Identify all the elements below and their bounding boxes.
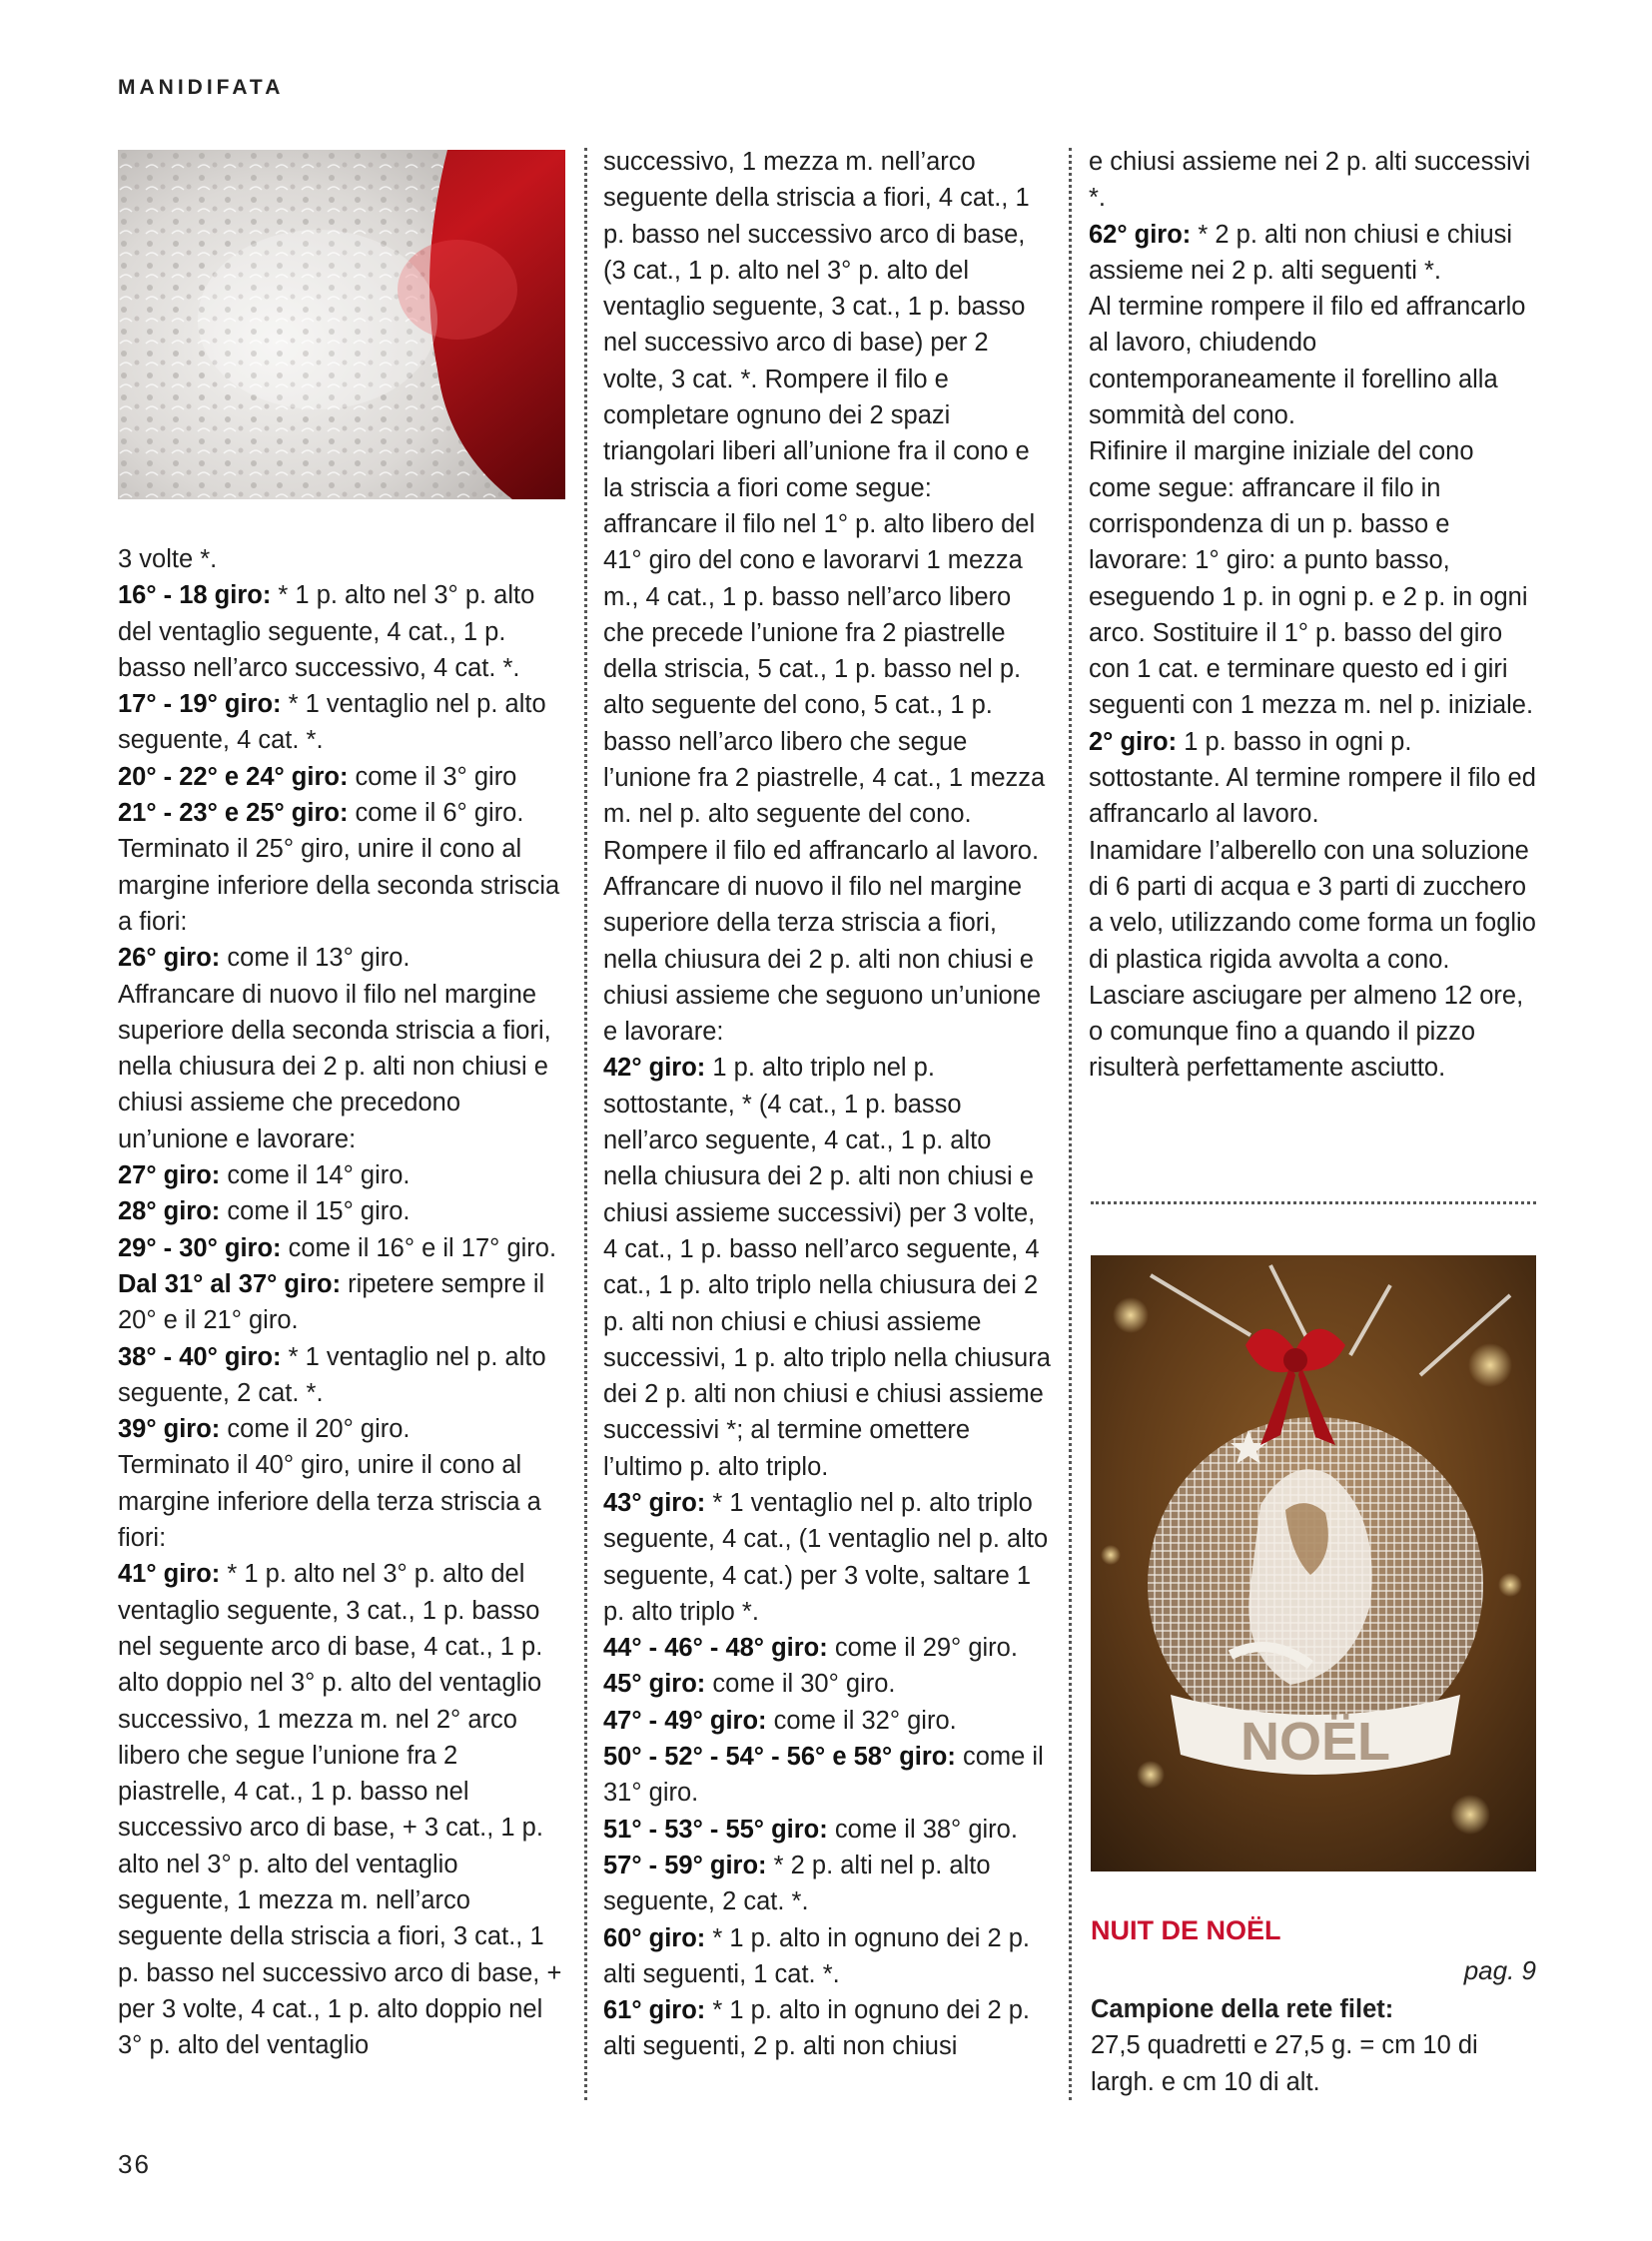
sample-label: Campione della rete filet: <box>1091 1995 1394 2023</box>
paragraph: 29° - 30° giro: come il 16° e il 17° giro. <box>118 1233 557 1262</box>
paragraph: 47° - 49° giro: come il 32° giro. <box>603 1706 957 1735</box>
paragraph: 3 volte *. <box>118 545 218 573</box>
paragraph: Terminato il 40° giro, unire il cono al margine inferiore della terza striscia a fiori: <box>118 1451 541 1553</box>
magazine-brand: MANIDIFATA <box>118 76 285 99</box>
noel-bauble-image <box>1091 1255 1536 1871</box>
paragraph: Rifinire il margine iniziale del cono come segue: affrancare il filo in corrispondenza di un p. basso e lavorare: 1° giro: a punto basso, eseguendo 1 p. in ogni p. e 2 p. in ogni arco. Sostituire il 1° p. basso del giro con 1 cat. e terminare questo ed i giri seguenti con 1 mezza m. nel p. iniziale. <box>1089 437 1534 720</box>
column-separator <box>1069 148 1072 2100</box>
paragraph: Affrancare di nuovo il filo nel margine superiore della seconda striscia a fiori, nella chiusura dei 2 p. alti non chiusi e chiusi assieme che precedono un’unione e lavorare: <box>118 980 551 1153</box>
section-page-ref: pag. 9 <box>1463 1955 1536 1985</box>
lace-cone-photo <box>118 150 565 499</box>
paragraph: 20° - 22° e 24° giro: come il 3° giro <box>118 762 517 791</box>
svg-text:NOËL: NOËL <box>1239 1712 1391 1772</box>
paragraph: Al termine rompere il filo ed affrancarlo al lavoro, chiudendo contemporaneamente il forellino alla sommità del cono. <box>1089 293 1526 430</box>
section-body <box>1091 1991 1538 2100</box>
lace-cone-image <box>118 150 565 499</box>
paragraph: 27° giro: come il 14° giro. <box>118 1161 411 1190</box>
paragraph: 44° - 46° - 48° giro: come il 29° giro. <box>603 1634 1018 1663</box>
paragraph: 17° - 19° giro: * 1 ventaglio nel p. alto seguente, 4 cat. *. <box>118 690 546 755</box>
column-separator <box>584 148 587 2100</box>
paragraph: Inamidare l’alberello con una soluzione di 6 parti di acqua e 3 parti di zucchero a velo, utilizzando come forma un foglio di plastica rigida avvolta a cono. Lasciare asciugare per almeno 12 ore, o comunque fino a quando il pizzo risulterà perfettamente asciutto. <box>1089 836 1536 1083</box>
section-separator <box>1091 1201 1536 1204</box>
paragraph: Affrancare di nuovo il filo nel margine superiore della terza striscia a fiori, nella chiusura dei 2 p. alti non chiusi e chiusi assieme che seguono un’unione e lavorare: <box>603 872 1042 1047</box>
paragraph: 41° giro: * 1 p. alto nel 3° p. alto del ventaglio seguente, 3 cat., 1 p. basso nel seguente arco di base, 4 cat., 1 p. alto doppio nel 3° p. alto del ventaglio successivo, 1 mezza m. nel 2° arco libero che segue l’unione fra 2 piastrelle, 4 cat., 1 p. basso nel successivo arco di base, + 3 cat., 1 p. alto nel 3° p. alto del ventaglio seguente, 1 mezza m. nell’arco seguente della striscia a fiori, 3 cat., 1 p. basso nel successivo arco di base, + per 3 volte, 4 cat., 1 p. alto doppio nel 3° p. alto del ventaglio <box>118 1560 562 2060</box>
paragraph: 57° - 59° giro: * 2 p. alti nel p. alto seguente, 2 cat. *. <box>603 1851 991 1916</box>
paragraph: 62° giro: * 2 p. alti non chiusi e chiusi assieme nei 2 p. alti seguenti *. <box>1089 220 1513 285</box>
paragraph: 60° giro: * 1 p. alto in ognuno dei 2 p. alti seguenti, 1 cat. *. <box>603 1923 1030 1988</box>
paragraph: 51° - 53° - 55° giro: come il 38° giro. <box>603 1815 1018 1844</box>
paragraph: 2° giro: 1 p. basso in ogni p. sottostante. Al termine rompere il filo ed affrancarlo al lavoro. <box>1089 727 1536 829</box>
noel-bauble-photo <box>1091 1255 1536 1871</box>
page-number: 36 <box>118 2149 151 2179</box>
paragraph: 26° giro: come il 13° giro. <box>118 944 411 973</box>
section-title: NUIT DE NOËL <box>1091 1915 1281 1945</box>
paragraph: Terminato il 25° giro, unire il cono al margine inferiore della seconda striscia a fiori: <box>118 835 560 936</box>
paragraph: 21° - 23° e 25° giro: come il 6° giro. <box>118 799 524 828</box>
text-column-3 <box>1089 144 1536 1087</box>
paragraph: 38° - 40° giro: * 1 ventaglio nel p. alto seguente, 2 cat. *. <box>118 1342 546 1407</box>
paragraph: 45° giro: come il 30° giro. <box>603 1670 896 1699</box>
paragraph: 16° - 18 giro: * 1 p. alto nel 3° p. alto del ventaglio seguente, 4 cat., 1 p. basso nell’arco successivo, 4 cat. *. <box>118 581 535 682</box>
paragraph: e chiusi assieme nei 2 p. alti successivi *. <box>1089 148 1531 213</box>
paragraph: 50° - 52° - 54° - 56° e 58° giro: come il 31° giro. <box>603 1743 1044 1808</box>
paragraph: Dal 31° al 37° giro: ripetere sempre il 20° e il 21° giro. <box>118 1269 545 1335</box>
text-column-2 <box>603 144 1051 2065</box>
paragraph: 28° giro: come il 15° giro. <box>118 1197 411 1226</box>
paragraph: 61° giro: * 1 p. alto in ognuno dei 2 p. alti seguenti, 2 p. alti non chiusi <box>603 1996 1030 2061</box>
paragraph: 42° giro: 1 p. alto triplo nel p. sottostante, * (4 cat., 1 p. basso nell’arco seguente, 4 cat., 1 p. alto nella chiusura dei 2 p. alti non chiusi e chiusi assieme successivi) per 3 volte, 4 cat., 1 p. basso nell’arco seguente, 4 cat., 1 p. alto triplo nella chiusura dei 2 p. alti non chiusi e chiusi assieme successivi, 1 p. alto triplo nella chiusura dei 2 p. alti non chiusi e chiusi assieme successivi *; al termine omettere l’ultimo p. alto triplo. <box>603 1054 1051 1481</box>
paragraph: successivo, 1 mezza m. nell’arco seguente della striscia a fiori, 4 cat., 1 p. basso nel successivo arco di base, (3 cat., 1 p. alto nel 3° p. alto del ventaglio seguente, 3 cat., 1 p. basso nel successivo arco di base) per 2 volte, 3 cat. *. Rompere il filo e completare ognuno dei 2 spazi triangolari liberi all’unione fra il cono e la striscia a fiori come segue: affrancare il filo nel 1° p. alto libero del 41° giro del cono e lavorarvi 1 mezza m., 4 cat., 1 p. basso nell’arco libero che precede l’unione fra 2 piastrelle della striscia, 5 cat., 1 p. basso nel p. alto seguente del cono, 5 cat., 1 p. basso nell’arco libero che segue l’unione fra 2 piastrelle, 4 cat., 1 mezza m. nel p. alto seguente del cono. Rompere il filo ed affrancarlo al lavoro. <box>603 148 1046 865</box>
text-column-1 <box>118 541 565 2063</box>
sample-text: 27,5 quadretti e 27,5 g. = cm 10 di largh. e cm 10 di alt. <box>1091 2031 1478 2096</box>
paragraph: 39° giro: come il 20° giro. <box>118 1415 411 1444</box>
paragraph: 43° giro: * 1 ventaglio nel p. alto triplo seguente, 4 cat., (1 ventaglio nel p. alto seguente, 4 cat.) per 3 volte, saltare 1 p. alto triplo *. <box>603 1488 1049 1626</box>
